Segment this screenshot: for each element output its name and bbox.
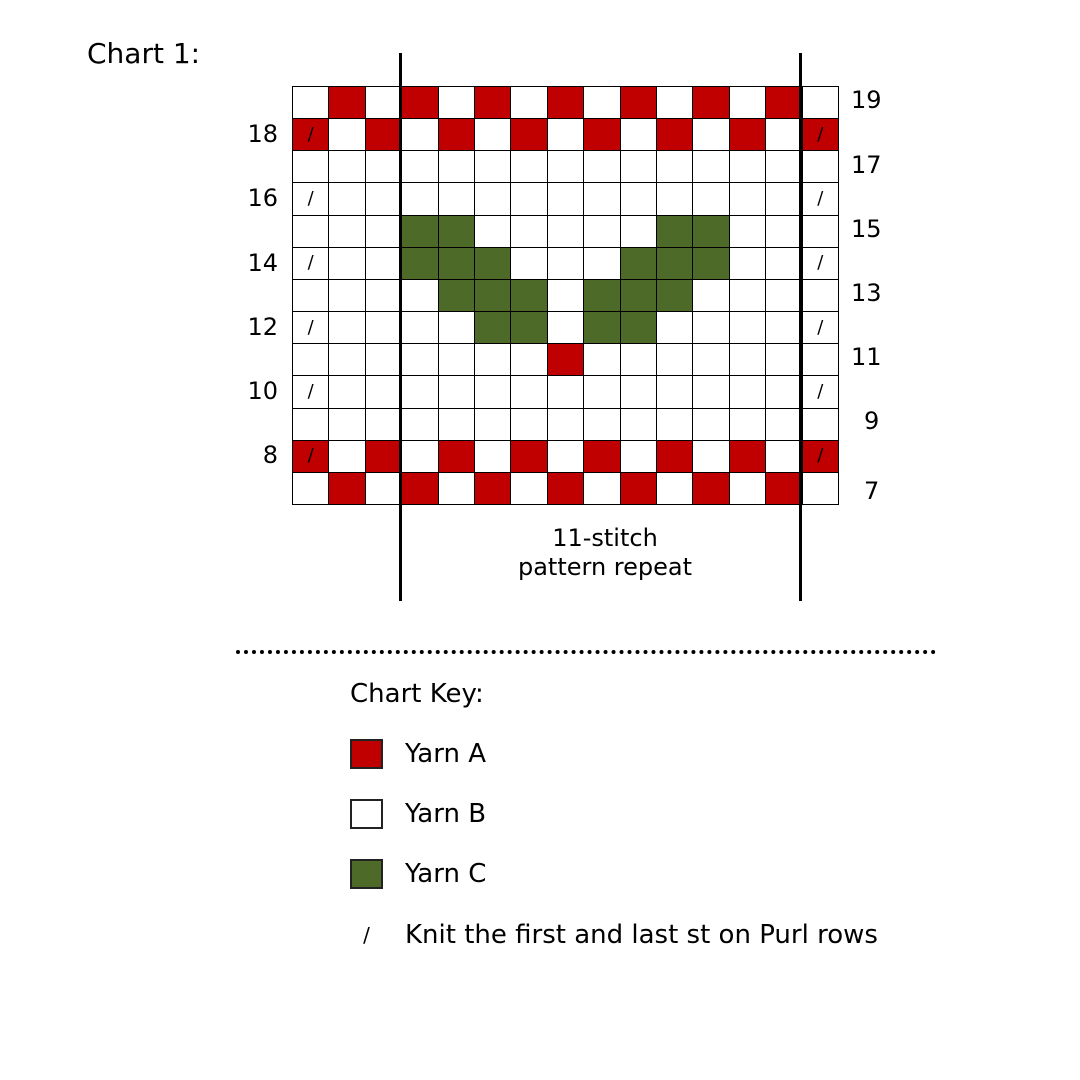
chart-cell	[584, 441, 620, 473]
key-item-yarn-b	[350, 797, 486, 831]
chart-cell	[511, 183, 547, 215]
chart-cell	[730, 151, 766, 183]
chart-cell	[766, 280, 802, 312]
chart-cell	[730, 87, 766, 119]
chart-cell	[693, 248, 729, 280]
chart-cell	[657, 376, 693, 408]
knitting-chart-grid	[292, 86, 839, 505]
chart-cell	[293, 409, 329, 441]
chart-cell	[402, 87, 438, 119]
key-item-yarn-a	[350, 737, 486, 771]
key-label-knit-edge: Knit the first and last st on Purl rows	[405, 920, 878, 950]
chart-cell	[548, 312, 584, 344]
chart-cell	[657, 344, 693, 376]
chart-cell	[511, 376, 547, 408]
chart-cell	[621, 473, 657, 505]
chart-cell	[402, 312, 438, 344]
chart-cell	[584, 183, 620, 215]
chart-cell	[475, 376, 511, 408]
chart-cell	[657, 312, 693, 344]
row-label-10: 10	[247, 377, 278, 405]
chart-cell	[366, 183, 402, 215]
row-label-18: 18	[247, 120, 278, 148]
chart-cell	[621, 344, 657, 376]
chart-cell	[730, 344, 766, 376]
chart-cell	[402, 409, 438, 441]
chart-cell	[329, 248, 365, 280]
chart-cell	[584, 473, 620, 505]
chart-cell	[730, 376, 766, 408]
chart-cell	[293, 119, 329, 151]
chart-cell	[657, 183, 693, 215]
chart-cell	[475, 409, 511, 441]
chart-cell	[329, 441, 365, 473]
chart-cell	[766, 216, 802, 248]
chart-cell	[366, 376, 402, 408]
chart-cell	[475, 473, 511, 505]
key-label-yarn-a: Yarn A	[405, 739, 486, 769]
chart-cell	[621, 248, 657, 280]
chart-cell	[657, 216, 693, 248]
chart-cell	[657, 248, 693, 280]
chart-cell	[439, 344, 475, 376]
chart-cell	[439, 151, 475, 183]
chart-cell	[475, 183, 511, 215]
chart-cell	[366, 248, 402, 280]
chart-cell	[329, 280, 365, 312]
chart-cell	[730, 119, 766, 151]
chart-cell	[693, 216, 729, 248]
chart-cell	[293, 87, 329, 119]
chart-cell	[584, 376, 620, 408]
chart-cell	[293, 280, 329, 312]
chart-cell	[548, 409, 584, 441]
slash-mark: /	[817, 252, 824, 274]
chart-cell	[548, 376, 584, 408]
chart-cell	[475, 151, 511, 183]
key-item-knit-edge	[350, 918, 878, 952]
chart-cell	[621, 312, 657, 344]
row-label-7: 7	[864, 477, 880, 505]
chart-cell	[693, 312, 729, 344]
chart-cell	[439, 280, 475, 312]
row-label-12: 12	[247, 313, 278, 341]
chart-cell	[693, 119, 729, 151]
chart-cell	[402, 280, 438, 312]
chart-cell	[366, 344, 402, 376]
chart-cell	[803, 216, 839, 248]
slash-mark: /	[307, 252, 314, 274]
slash-mark: /	[817, 380, 824, 402]
chart-cell	[621, 280, 657, 312]
repeat-end-line	[799, 53, 802, 601]
chart-cell	[657, 151, 693, 183]
repeat-start-line	[399, 53, 402, 601]
chart-cell	[475, 119, 511, 151]
chart-cell	[548, 119, 584, 151]
yarn-b-swatch	[350, 799, 383, 829]
chart-cell	[693, 441, 729, 473]
chart-cell	[584, 409, 620, 441]
chart-cell	[475, 87, 511, 119]
slash-mark: /	[307, 316, 314, 338]
chart-cell	[402, 183, 438, 215]
pattern-repeat-label	[505, 524, 705, 582]
yarn-c-swatch	[350, 859, 383, 889]
chart-cell	[329, 87, 365, 119]
chart-title: Chart 1:	[87, 37, 201, 70]
row-label-16: 16	[247, 184, 278, 212]
chart-cell	[621, 151, 657, 183]
chart-cell	[511, 409, 547, 441]
chart-cell	[475, 248, 511, 280]
chart-cell	[621, 409, 657, 441]
chart-cell	[475, 280, 511, 312]
chart-cell	[584, 280, 620, 312]
chart-cell	[657, 473, 693, 505]
chart-cell	[803, 473, 839, 505]
chart-cell	[621, 376, 657, 408]
chart-cell	[402, 248, 438, 280]
chart-cell	[621, 441, 657, 473]
chart-cell	[803, 151, 839, 183]
chart-cell	[439, 248, 475, 280]
chart-cell	[439, 216, 475, 248]
chart-cell	[366, 312, 402, 344]
chart-cell	[439, 473, 475, 505]
chart-cell	[293, 248, 329, 280]
chart-cell	[584, 119, 620, 151]
chart-cell	[693, 151, 729, 183]
chart-cell	[621, 119, 657, 151]
row-label-9: 9	[864, 407, 880, 435]
chart-cell	[366, 473, 402, 505]
chart-cell	[329, 151, 365, 183]
slash-mark: /	[307, 188, 314, 210]
chart-cell	[511, 280, 547, 312]
chart-cell	[366, 441, 402, 473]
chart-cell	[693, 280, 729, 312]
chart-cell	[803, 280, 839, 312]
chart-cell	[511, 248, 547, 280]
chart-cell	[766, 151, 802, 183]
slash-mark: /	[307, 445, 314, 467]
chart-cell	[366, 151, 402, 183]
slash-symbol-icon: /	[363, 923, 370, 947]
row-label-8: 8	[262, 441, 278, 469]
chart-cell	[766, 441, 802, 473]
chart-cell	[766, 344, 802, 376]
chart-cell	[766, 119, 802, 151]
chart-cell	[730, 248, 766, 280]
chart-cell	[584, 87, 620, 119]
chart-cell	[548, 280, 584, 312]
chart-cell	[803, 248, 839, 280]
chart-cell	[548, 183, 584, 215]
chart-cell	[402, 151, 438, 183]
row-label-19: 19	[851, 86, 882, 114]
chart-cell	[293, 312, 329, 344]
chart-cell	[548, 473, 584, 505]
chart-cell	[329, 119, 365, 151]
chart-cell	[329, 409, 365, 441]
chart-cell	[621, 216, 657, 248]
chart-cell	[803, 87, 839, 119]
yarn-a-swatch	[350, 739, 383, 769]
chart-cell	[766, 248, 802, 280]
chart-cell	[329, 344, 365, 376]
chart-cell	[293, 376, 329, 408]
chart-cell	[475, 441, 511, 473]
chart-cell	[766, 312, 802, 344]
chart-cell	[548, 87, 584, 119]
chart-cell	[693, 409, 729, 441]
slash-mark: /	[817, 445, 824, 467]
chart-cell	[584, 216, 620, 248]
chart-cell	[475, 344, 511, 376]
chart-cell	[584, 344, 620, 376]
chart-cell	[548, 441, 584, 473]
chart-cell	[329, 312, 365, 344]
row-label-14: 14	[247, 249, 278, 277]
chart-cell	[511, 87, 547, 119]
slash-mark: /	[307, 380, 314, 402]
chart-cell	[693, 183, 729, 215]
chart-cell	[439, 183, 475, 215]
row-label-17: 17	[851, 151, 882, 179]
chart-cell	[548, 248, 584, 280]
key-label-yarn-b: Yarn B	[405, 799, 487, 829]
dotted-divider	[236, 650, 936, 654]
chart-cell	[657, 119, 693, 151]
chart-cell	[402, 441, 438, 473]
chart-cell	[766, 183, 802, 215]
chart-cell	[621, 183, 657, 215]
chart-cell	[730, 312, 766, 344]
chart-cell	[803, 119, 839, 151]
chart-cell	[730, 183, 766, 215]
chart-cell	[402, 473, 438, 505]
chart-cell	[730, 473, 766, 505]
chart-cell	[657, 87, 693, 119]
chart-cell	[548, 216, 584, 248]
chart-cell	[511, 344, 547, 376]
chart-cell	[693, 473, 729, 505]
chart-cell	[439, 409, 475, 441]
chart-cell	[293, 473, 329, 505]
chart-cell	[366, 409, 402, 441]
chart-cell	[329, 376, 365, 408]
chart-cell	[803, 376, 839, 408]
row-label-13: 13	[851, 279, 882, 307]
chart-cell	[803, 183, 839, 215]
chart-cell	[803, 409, 839, 441]
chart-cell	[329, 183, 365, 215]
chart-cell	[730, 216, 766, 248]
chart-cell	[511, 312, 547, 344]
chart-cell	[766, 409, 802, 441]
chart-key-title: Chart Key:	[350, 679, 484, 709]
chart-cell	[293, 441, 329, 473]
chart-cell	[439, 376, 475, 408]
chart-cell	[730, 441, 766, 473]
chart-cell	[475, 216, 511, 248]
chart-cell	[475, 312, 511, 344]
chart-cell	[657, 441, 693, 473]
chart-cell	[366, 280, 402, 312]
slash-mark: /	[817, 123, 824, 145]
row-label-11: 11	[851, 343, 882, 371]
chart-cell	[439, 441, 475, 473]
chart-cell	[584, 248, 620, 280]
chart-cell	[693, 376, 729, 408]
chart-cell	[366, 119, 402, 151]
chart-cell	[730, 280, 766, 312]
chart-cell	[439, 312, 475, 344]
chart-cell	[511, 216, 547, 248]
key-item-yarn-c	[350, 857, 486, 891]
chart-cell	[693, 344, 729, 376]
chart-cell	[766, 376, 802, 408]
chart-cell	[293, 183, 329, 215]
key-label-yarn-c: Yarn C	[405, 859, 487, 889]
chart-cell	[511, 473, 547, 505]
chart-cell	[584, 151, 620, 183]
chart-cell	[511, 441, 547, 473]
repeat-label-line-2: pattern repeat	[517, 553, 693, 581]
chart-cell	[730, 409, 766, 441]
chart-cell	[329, 473, 365, 505]
chart-cell	[584, 312, 620, 344]
chart-cell	[803, 344, 839, 376]
chart-cell	[621, 87, 657, 119]
chart-cell	[803, 441, 839, 473]
chart-cell	[657, 409, 693, 441]
chart-cell	[766, 87, 802, 119]
chart-cell	[293, 151, 329, 183]
chart-cell	[366, 87, 402, 119]
chart-cell	[293, 216, 329, 248]
chart-cell	[402, 216, 438, 248]
chart-cell	[293, 344, 329, 376]
chart-cell	[402, 119, 438, 151]
chart-cell	[511, 119, 547, 151]
chart-cell	[657, 280, 693, 312]
chart-cell	[548, 151, 584, 183]
chart-cell	[766, 473, 802, 505]
chart-cell	[439, 87, 475, 119]
repeat-label-line-1: 11-stitch	[552, 524, 658, 552]
chart-cell	[329, 216, 365, 248]
chart-cell	[402, 344, 438, 376]
chart-cell	[402, 376, 438, 408]
chart-cell	[693, 87, 729, 119]
slash-mark: /	[307, 123, 314, 145]
row-label-15: 15	[851, 215, 882, 243]
slash-mark: /	[817, 316, 824, 338]
chart-cell	[511, 151, 547, 183]
chart-cell	[439, 119, 475, 151]
chart-cell	[548, 344, 584, 376]
chart-cell	[803, 312, 839, 344]
slash-mark: /	[817, 188, 824, 210]
chart-cell	[366, 216, 402, 248]
